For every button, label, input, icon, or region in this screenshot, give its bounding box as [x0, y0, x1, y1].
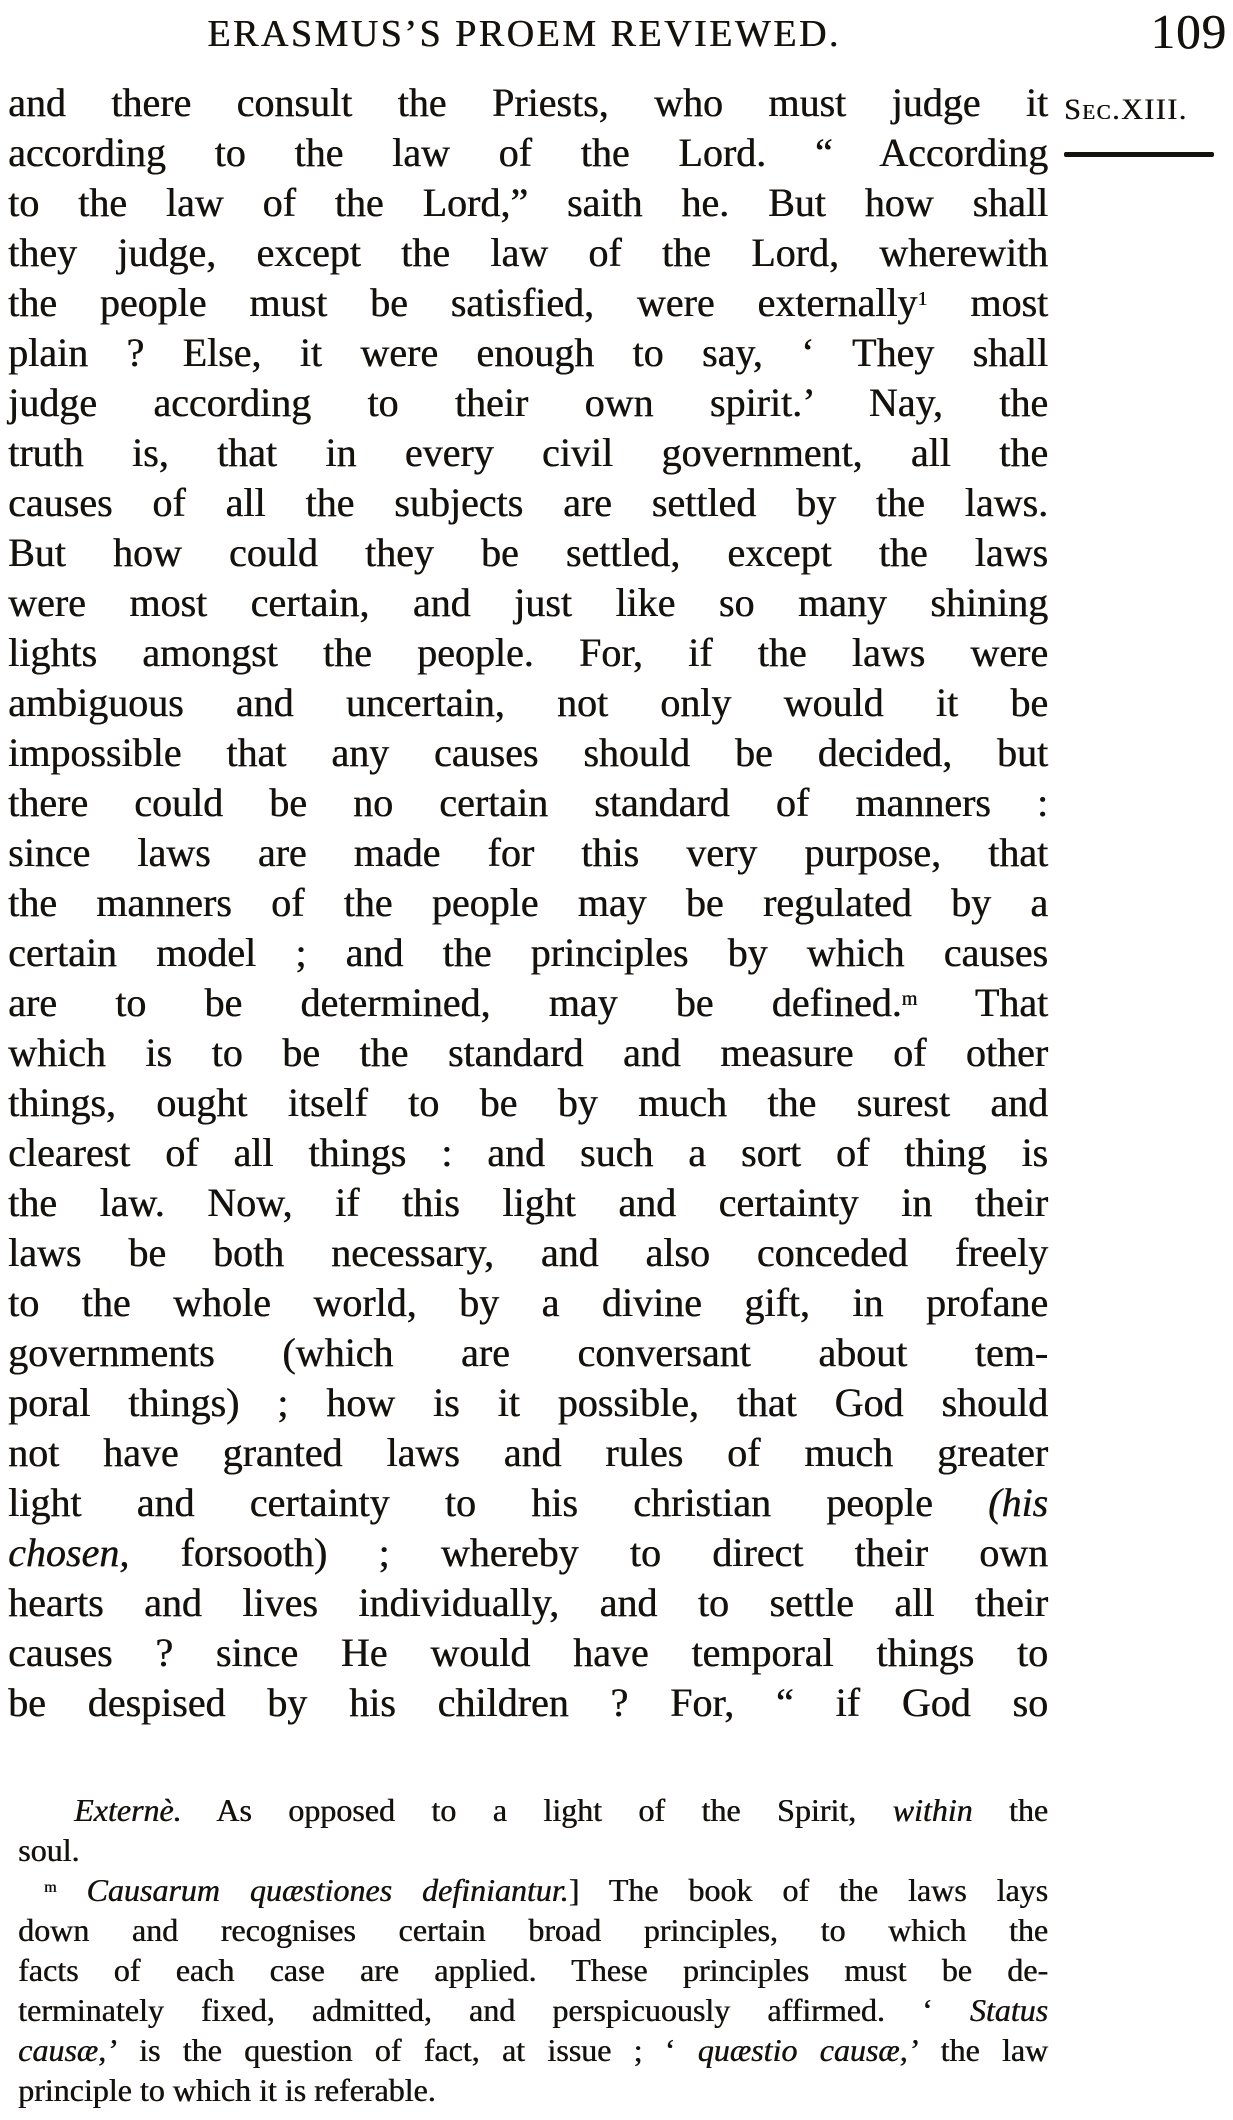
text-line: judge according to their own spirit.’ Nay, the [8, 380, 1048, 425]
text-line: Externè. As opposed to a light of the Spirit, within the [74, 1792, 1049, 1828]
text-line: certain model ; and the principles by which causes [8, 930, 1048, 975]
text-line: $^m$ Causarum quæstiones definiantur.] The book of the laws lays [44, 1872, 1049, 1908]
text-line: things, ought itself to be by much the surest and [8, 1080, 1048, 1125]
text-line: to the law of the Lord,” saith he. But how shall [8, 180, 1048, 225]
footnote-marker: m [901, 988, 918, 1010]
text-line: were most certain, and just like so many shining [8, 580, 1048, 625]
text-line: not have granted laws and rules of much greater [8, 1430, 1048, 1475]
section-divider-rule [1064, 152, 1214, 157]
text-line: facts of each case are applied. These principles must be de- [18, 1952, 1048, 1988]
text-line: clearest of all things : and such a sort of thing is [8, 1130, 1048, 1175]
footnote [18, 1790, 1048, 1870]
text-line: which is to be the standard and measure of other [8, 1030, 1048, 1075]
text-line: soul. [18, 1832, 80, 1868]
text-line: they judge, except the law of the Lord, wherewith [8, 230, 1048, 275]
margin-note [1064, 78, 1224, 157]
text-line: there could be no certain standard of manners : [8, 780, 1048, 825]
text-line: causæ,’ is the question of fact, at issue ; ‘ quæstio causæ,’ the law [18, 2032, 1049, 2068]
text-line: the manners of the people may be regulated by a [8, 880, 1048, 925]
text-line: down and recognises certain broad principles, to which the [18, 1912, 1048, 1948]
text-line: to the whole world, by a divine gift, in profane [8, 1280, 1048, 1325]
body-column [8, 78, 1048, 2110]
text-line: lights amongst the people. For, if the laws were [8, 630, 1048, 675]
text-line: impossible that any causes should be decided, but [8, 730, 1048, 775]
running-header-title: ERASMUS’S PROEM REVIEWED. [207, 13, 841, 55]
section-label: Sec.XIII. [1064, 93, 1188, 126]
text-line: causes ? since He would have temporal things to [8, 1630, 1048, 1675]
text-line: plain ? Else, it were enough to say, ‘ They shall [8, 330, 1048, 375]
footnotes-block [18, 1790, 1048, 2110]
text-line: terminately fixed, admitted, and perspicuously affirmed. ‘ Status [18, 1992, 1048, 2028]
text-line: since laws are made for this very purpose, that [8, 830, 1048, 875]
text-line: according to the law of the Lord. “ According [8, 130, 1048, 175]
footnote-marker: 1 [917, 288, 928, 310]
text-line: the law. Now, if this light and certainty in their [8, 1180, 1048, 1225]
text-line: governments (which are conversant about tem- [8, 1330, 1048, 1375]
text-line: But how could they be settled, except the laws [8, 530, 1048, 575]
text-line: the people must be satisfied, were externally$^1$ most [8, 280, 1048, 325]
page-number: 109 [1150, 4, 1227, 59]
text-line: chosen, forsooth) ; whereby to direct their own [8, 1530, 1048, 1575]
page-header [0, 4, 1233, 68]
text-line: causes of all the subjects are settled by the laws. [8, 480, 1048, 525]
footnote-marker: m [44, 1879, 57, 1897]
text-line: and there consult the Priests, who must judge it [8, 80, 1048, 125]
text-line: are to be determined, may be defined.$^m$ That [8, 980, 1049, 1025]
text-line: principle to which it is referable. [18, 2072, 436, 2108]
text-line: light and certainty to his christian people (his [8, 1480, 1048, 1525]
text-line: be despised by his children ? For, “ if God so [8, 1680, 1048, 1725]
text-line: truth is, that in every civil government, all the [8, 430, 1048, 475]
footnote [18, 1870, 1048, 2110]
text-line: ambiguous and uncertain, not only would it be [8, 680, 1048, 725]
text-line: poral things) ; how is it possible, that God should [8, 1380, 1048, 1425]
text-line: hearts and lives individually, and to settle all their [8, 1580, 1048, 1625]
text-line: laws be both necessary, and also conceded freely [8, 1230, 1048, 1275]
main-paragraph [8, 78, 1048, 1728]
